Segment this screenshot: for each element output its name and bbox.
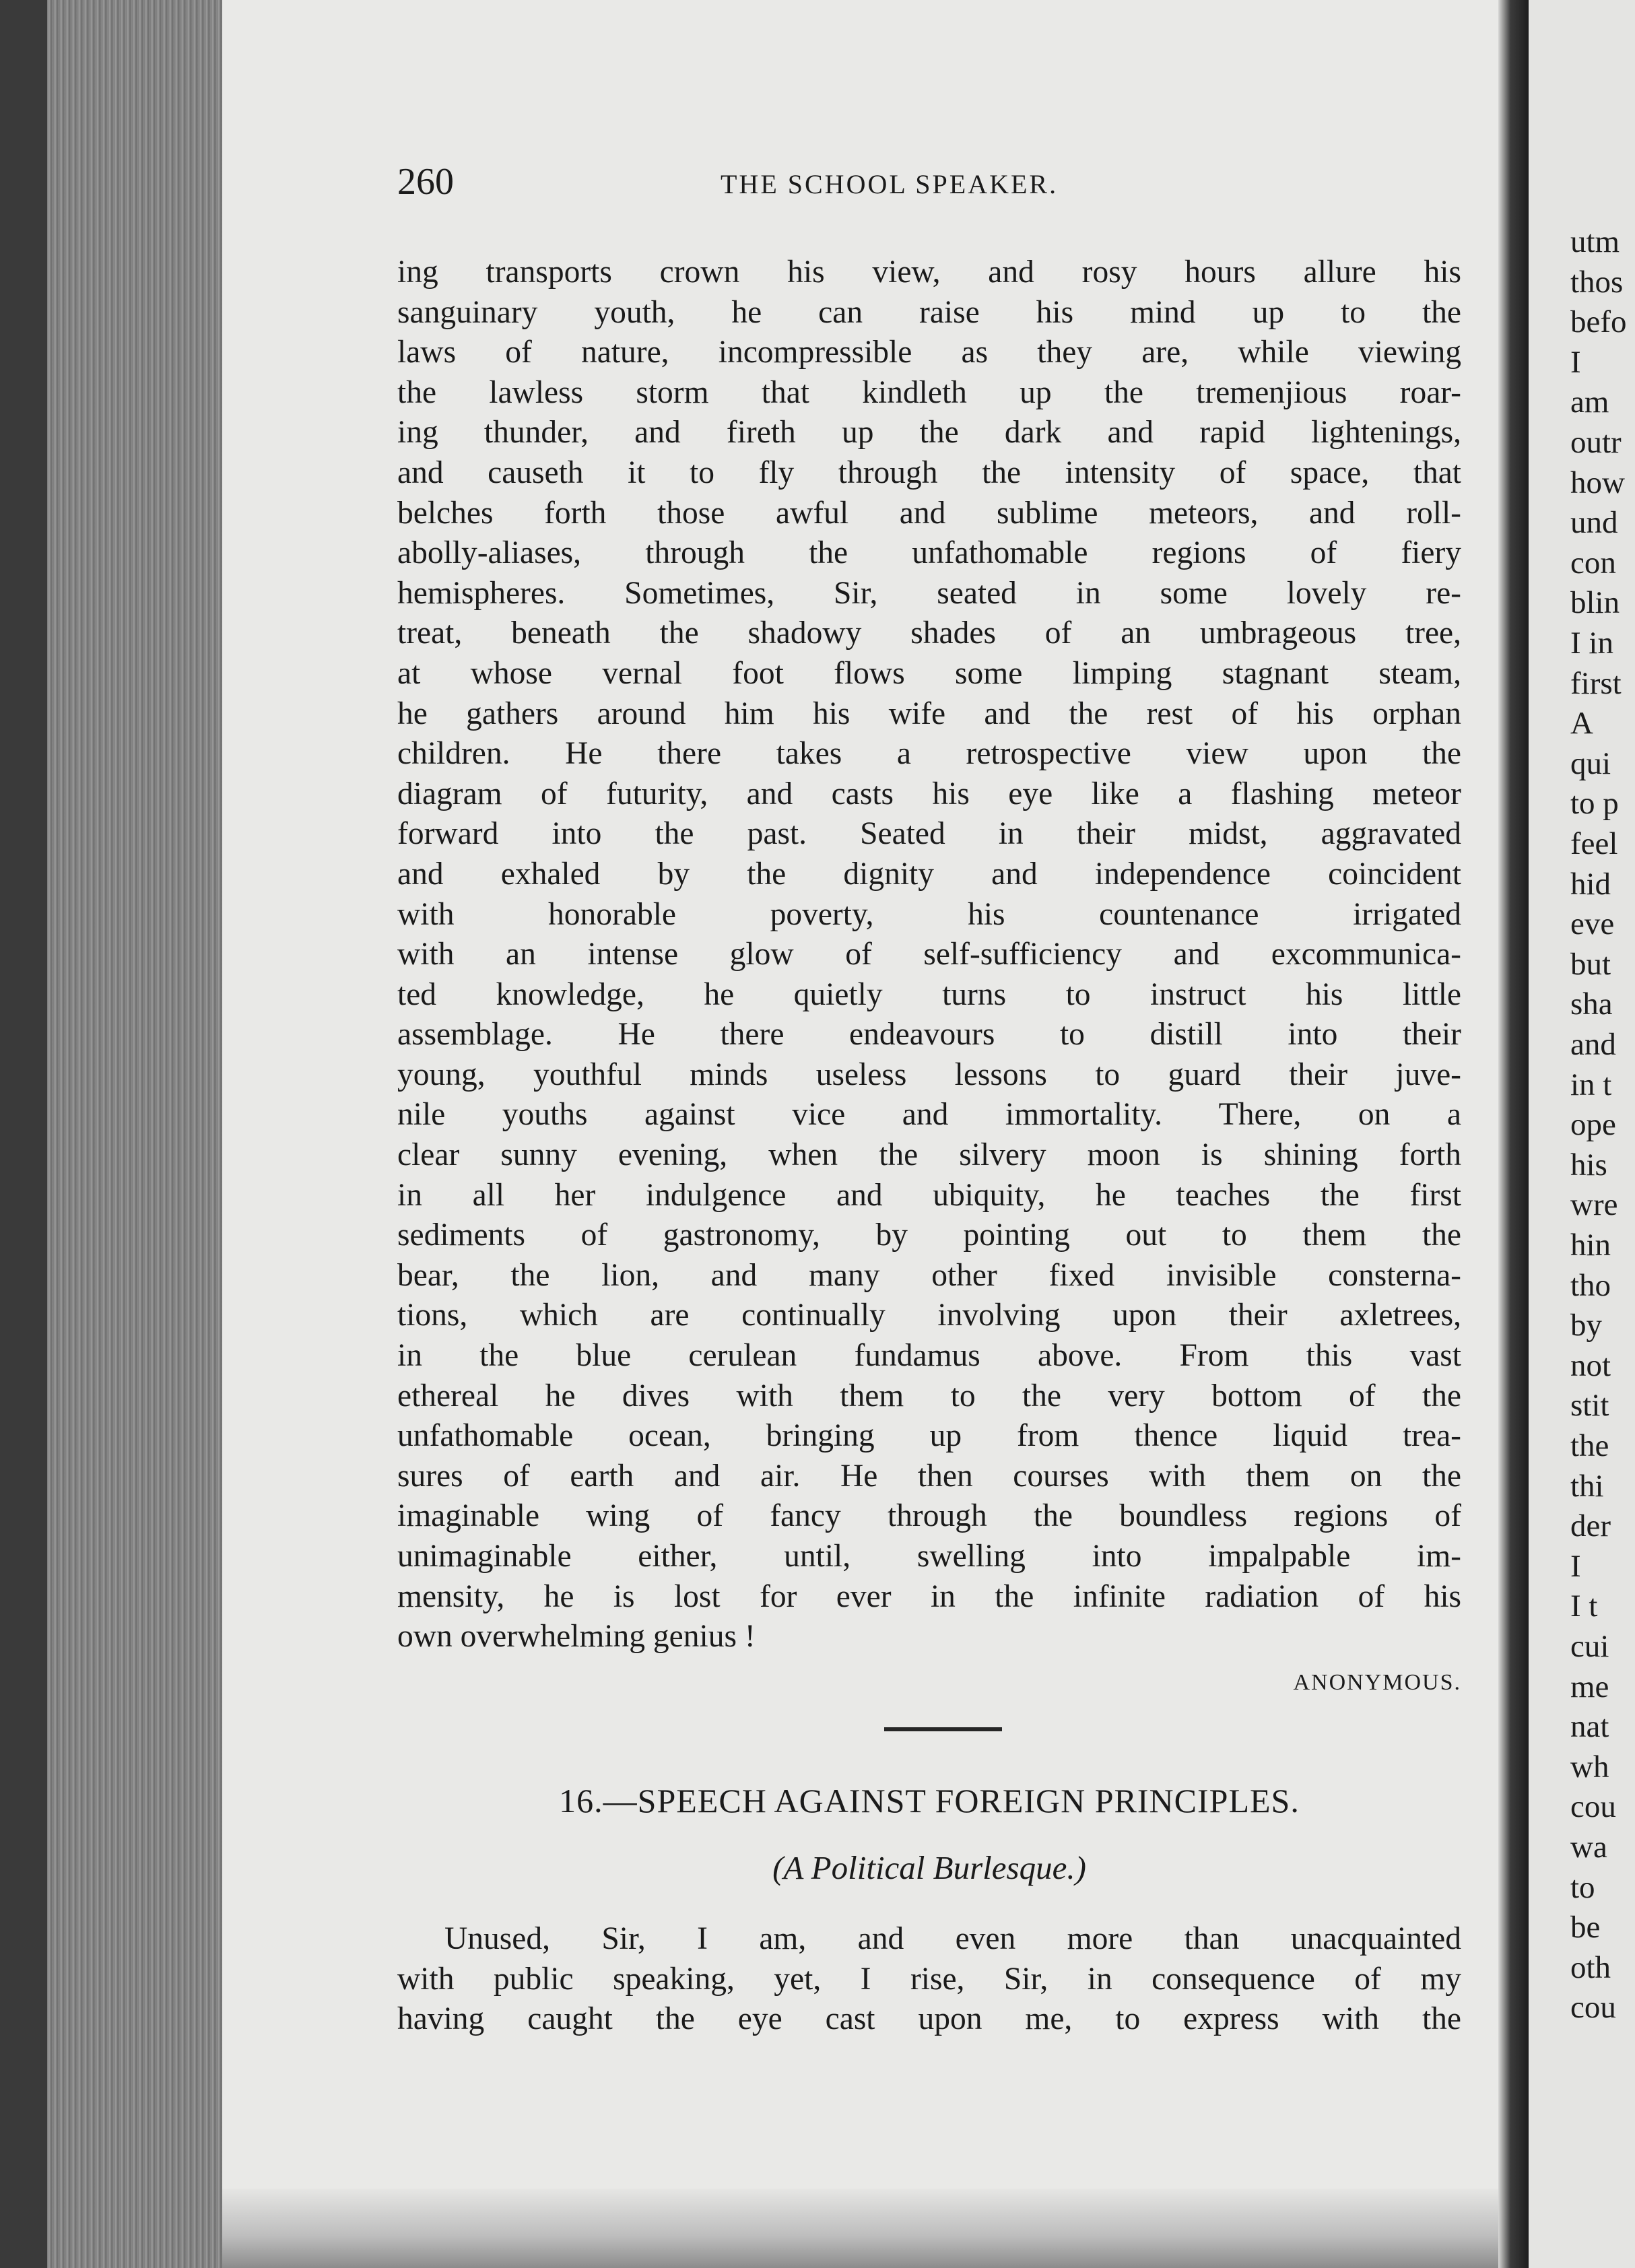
facing-page-fragment: thi — [1570, 1468, 1604, 1504]
facing-page-fragment: con — [1570, 545, 1616, 580]
facing-page-fragment: outr — [1570, 425, 1622, 460]
facing-page-fragment: nat — [1570, 1709, 1609, 1745]
facing-page-fragment: but — [1570, 946, 1611, 982]
facing-page-fragment: feel — [1570, 826, 1618, 861]
body-text — [397, 253, 1461, 1657]
facing-page-fragment: and — [1570, 1027, 1616, 1062]
text-line: bear, the lion, and many other fixed invisible consterna- — [397, 1257, 1461, 1293]
text-line: with an intense glow of self-sufficiency and excommunica- — [397, 937, 1461, 972]
facing-page-fragment: A — [1570, 706, 1593, 741]
facing-page-fragment: sha — [1570, 987, 1613, 1022]
facing-page-fragment: cui — [1570, 1629, 1609, 1664]
text-line: unfathomable ocean, bringing up from thence liquid trea- — [397, 1418, 1461, 1454]
page-bottom-shadow — [222, 2189, 1498, 2268]
text-line: sediments of gastronomy, by pointing out to them the — [397, 1218, 1461, 1253]
facing-page-fragment: to — [1570, 1869, 1595, 1905]
facing-page-fragment: utm — [1570, 224, 1620, 259]
facing-page-fragment: eve — [1570, 906, 1615, 942]
facing-page-fragment: qui — [1570, 745, 1611, 781]
facing-page-fragment: be — [1570, 1910, 1601, 1945]
text-line: hemispheres. Sometimes, Sir, seated in some lovely re- — [397, 575, 1461, 611]
text-line: in the blue cerulean fundamus above. From this vast — [397, 1338, 1461, 1374]
facing-page-fragment: blin — [1570, 585, 1620, 621]
facing-page-fragment: wh — [1570, 1749, 1609, 1785]
text-line: children. He there takes a retrospective view upon the — [397, 736, 1461, 772]
facing-page-fragment: stit — [1570, 1388, 1609, 1424]
text-line: nile youths against vice and immortality. There, on a — [397, 1097, 1461, 1133]
text-line: clear sunny evening, when the silvery moon is shining forth — [397, 1137, 1461, 1173]
facing-page-fragment: tho — [1570, 1267, 1611, 1303]
facing-page-fragment: am — [1570, 385, 1609, 420]
facing-page-fragment: befo — [1570, 304, 1627, 340]
section-subtitle: (A Political Burlesque.) — [772, 1849, 1086, 1886]
facing-page-fragment: I in — [1570, 626, 1613, 661]
facing-page-fragment: first — [1570, 665, 1622, 701]
facing-page — [1529, 0, 1635, 2268]
facing-page-fragment: to p — [1570, 786, 1619, 822]
text-line: unimaginable either, until, swelling into impalpable im- — [397, 1539, 1461, 1574]
text-line: mensity, he is lost for ever in the infinite radiation of his — [397, 1578, 1461, 1614]
facing-page-fragment: cou — [1570, 1990, 1616, 2026]
text-line: imaginable wing of fancy through the boundless regions of — [397, 1498, 1461, 1534]
text-line: laws of nature, incompressible as they are, while viewing — [397, 335, 1461, 370]
text-line: ted knowledge, he quietly turns to instruct his little — [397, 976, 1461, 1012]
text-line: diagram of futurity, and casts his eye like a flashing meteor — [397, 776, 1461, 811]
author-signature: ANONYMOUS. — [1293, 1670, 1461, 1695]
text-line: own overwhelming genius ! — [397, 1619, 756, 1655]
facing-page-fragment: I — [1570, 344, 1581, 380]
text-line: in all her indulgence and ubiquity, he teaches the first — [397, 1177, 1461, 1213]
text-line: tions, which are continually involving upon their axletrees, — [397, 1298, 1461, 1333]
running-head — [397, 160, 1461, 207]
facing-page-fragment: oth — [1570, 1949, 1611, 1985]
facing-page-fragment: wa — [1570, 1830, 1607, 1865]
text-line: sures of earth and air. He then courses with them on the — [397, 1458, 1461, 1494]
text-line: forward into the past. Seated in their midst, aggravated — [397, 816, 1461, 852]
text-line: the lawless storm that kindleth up the tremenjious roar- — [397, 374, 1461, 410]
facing-page-fragment: hid — [1570, 866, 1611, 902]
facing-page-fragment: me — [1570, 1669, 1609, 1704]
section-title: 16.—SPEECH AGAINST FOREIGN PRINCIPLES. — [559, 1782, 1300, 1820]
text-line: ethereal he dives with them to the very bottom of the — [397, 1378, 1461, 1413]
facing-page-fragment: ope — [1570, 1107, 1616, 1143]
text-line: he gathers around him his wife and the rest of his orphan — [397, 696, 1461, 731]
page-number: 260 — [397, 161, 454, 203]
text-line: assemblage. He there endeavours to distill into their — [397, 1017, 1461, 1053]
facing-page-fragment: I — [1570, 1548, 1581, 1584]
section-text — [397, 1919, 1461, 2040]
text-line: treat, beneath the shadowy shades of an umbrageous tree, — [397, 615, 1461, 651]
facing-page-fragment: wre — [1570, 1187, 1618, 1223]
text-line: Unused, Sir, I am, and even more than unacquainted — [444, 1921, 1461, 1956]
text-line: abolly-aliases, through the unfathomable regions of fiery — [397, 535, 1461, 571]
text-line: and causeth it to fly through the intensity of space, that — [397, 455, 1461, 490]
text-line: with honorable poverty, his countenance irrigated — [397, 896, 1461, 932]
facing-page-fragment: not — [1570, 1347, 1611, 1383]
text-line: sanguinary youth, he can raise his mind up to the — [397, 294, 1461, 330]
facing-page-fragment: der — [1570, 1508, 1611, 1544]
facing-page-fragment: cou — [1570, 1789, 1616, 1825]
text-line: at whose vernal foot flows some limping stagnant steam, — [397, 655, 1461, 691]
page-edges — [47, 0, 226, 2268]
text-line: with public speaking, yet, I rise, Sir, in consequence of my — [397, 1961, 1461, 1997]
facing-page-fragment: his — [1570, 1147, 1607, 1182]
facing-page-fragment: in t — [1570, 1067, 1612, 1102]
facing-page-fragment: by — [1570, 1308, 1602, 1343]
text-line: ing thunder, and fireth up the dark and rapid lightenings, — [397, 415, 1461, 451]
text-line: ing transports crown his view, and rosy hours allure his — [397, 255, 1461, 290]
facing-page-fragment: hin — [1570, 1228, 1611, 1263]
text-line: and exhaled by the dignity and independence coincident — [397, 856, 1461, 892]
text-line: belches forth those awful and sublime meteors, and roll- — [397, 495, 1461, 531]
facing-page-fragment: und — [1570, 505, 1618, 541]
text-line: young, youthful minds useless lessons to guard their juve- — [397, 1057, 1461, 1092]
facing-page-fragment: how — [1570, 465, 1625, 500]
book-gutter — [1498, 0, 1529, 2268]
running-title: THE SCHOOL SPEAKER. — [721, 169, 1059, 199]
text-line: having caught the eye cast upon me, to express with the — [397, 2001, 1461, 2037]
facing-page-fragment: the — [1570, 1428, 1609, 1463]
facing-page-fragment: thos — [1570, 264, 1624, 300]
section-divider — [884, 1727, 1002, 1731]
facing-page-fragment: I t — [1570, 1589, 1598, 1624]
